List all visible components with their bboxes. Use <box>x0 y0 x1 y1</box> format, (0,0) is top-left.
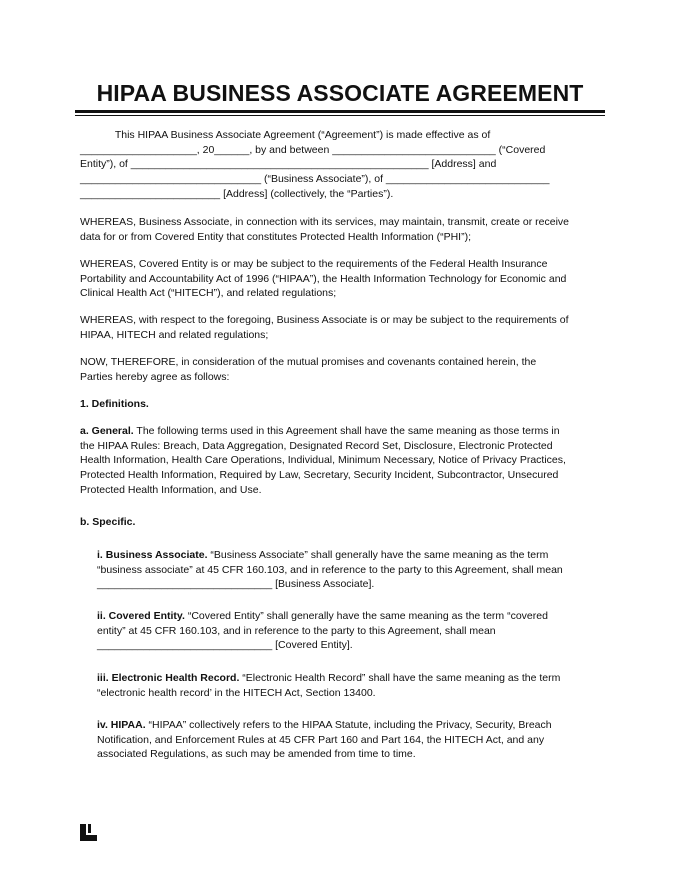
document-title: HIPAA BUSINESS ASSOCIATE AGREEMENT <box>96 80 584 106</box>
ehr-first-line: “Electronic Health Record” shall have the same meaning as the term <box>239 672 561 684</box>
general-label: a. General. <box>80 425 134 437</box>
general-line: Protected Health Information, Required by Law, Secretary, Security Incident, Subcontractor, Unsecured <box>80 469 559 482</box>
covered-entity-first-line: “Covered Entity” shall generally have the same meaning as the term “covered <box>184 610 548 622</box>
legal-templates-logo-icon <box>80 824 97 841</box>
intro-line: ________________________ [Address] (collectively, the “Parties”). <box>80 187 394 200</box>
intro-line: ____________________, 20______, by and between ____________________________ (“Covered <box>80 143 546 156</box>
whereas-line: HIPAA, HITECH and related regulations; <box>80 328 269 341</box>
covered-entity-line: ______________________________ [Covered Entity]. <box>97 639 353 652</box>
intro-line: This HIPAA Business Associate Agreement (“Agreement”) is made effective as of <box>80 129 491 141</box>
now-therefore-line: NOW, THEREFORE, in consideration of the mutual promises and covenants contained herein, the <box>80 356 537 368</box>
whereas-line: data for or from Covered Entity that constitutes Protected Health Information (“PHI”); <box>80 230 471 243</box>
ehr-label: iii. Electronic Health Record. <box>97 672 240 684</box>
whereas-line: Portability and Accountability Act of 1996 (“HIPAA”), the Health Information Technology for Economic and <box>80 272 567 285</box>
intro-line: Entity”), of ___________________________________________________ [Address] and <box>80 158 497 171</box>
title-rule-thick <box>75 110 605 113</box>
whereas-line: Clinical Health Act (“HITECH”), and related regulations; <box>80 287 337 300</box>
hipaa-label: iv. HIPAA. <box>97 719 146 731</box>
general-definitions-paragraph <box>80 424 600 498</box>
business-associate-line: “business associate” at 45 CFR 160.103, and in reference to the party to this Agreement, shall mean <box>97 563 563 576</box>
section-1-heading: 1. Definitions. <box>80 398 149 410</box>
whereas-paragraph-3 <box>80 313 600 342</box>
definition-electronic-health-record <box>97 671 600 700</box>
specific-heading: b. Specific. <box>80 516 136 528</box>
now-therefore-paragraph <box>80 355 600 384</box>
title-rule-thin <box>75 115 605 116</box>
hipaa-line: associated Regulations, as such may be amended from time to time. <box>97 748 416 761</box>
business-associate-line: ______________________________ [Business Associate]. <box>97 578 375 591</box>
general-line: Protected Health Information, and Use. <box>80 483 262 496</box>
business-associate-first-line: “Business Associate” shall generally have the same meaning as the term <box>207 549 549 561</box>
general-first-line: The following terms used in this Agreement shall have the same meaning as those terms in <box>133 425 560 437</box>
business-associate-label: i. Business Associate. <box>97 549 208 561</box>
whereas-line: WHEREAS, Covered Entity is or may be subject to the requirements of the Federal Health Insurance <box>80 258 548 270</box>
whereas-paragraph-1 <box>80 215 600 244</box>
definition-hipaa <box>97 718 600 762</box>
covered-entity-label: ii. Covered Entity. <box>97 610 185 622</box>
ehr-line: “electronic health record’ in the HITECH Act, Section 13400. <box>97 686 376 699</box>
general-line: the HIPAA Rules: Breach, Data Aggregation, Designated Record Set, Disclosure, Electronic Protected <box>80 439 553 452</box>
hipaa-first-line: “HIPAA” collectively refers to the HIPAA Statute, including the Privacy, Security, Breach <box>145 719 552 731</box>
whereas-paragraph-2 <box>80 257 600 301</box>
covered-entity-line: entity” at 45 CFR 160.103, and in reference to the party to this Agreement, shall mean <box>97 624 496 637</box>
intro-line: _______________________________ (“Business Associate”), of ____________________________ <box>80 173 550 186</box>
definition-business-associate <box>97 548 600 592</box>
now-therefore-line: Parties hereby agree as follows: <box>80 370 230 383</box>
whereas-line: WHEREAS, Business Associate, in connection with its services, may maintain, transmit, create or receive <box>80 216 570 228</box>
general-line: Health Information, Health Care Operations, Individual, Minimum Necessary, Notice of Privacy Practices, <box>80 454 566 467</box>
hipaa-line: Notification, and Enforcement Rules at 45 CFR Part 160 and Part 164, the HITECH Act, and any <box>97 733 545 746</box>
intro-paragraph <box>80 128 600 202</box>
definition-covered-entity <box>97 609 600 653</box>
whereas-line: WHEREAS, with respect to the foregoing, Business Associate is or may be subject to the requirements of <box>80 314 569 326</box>
